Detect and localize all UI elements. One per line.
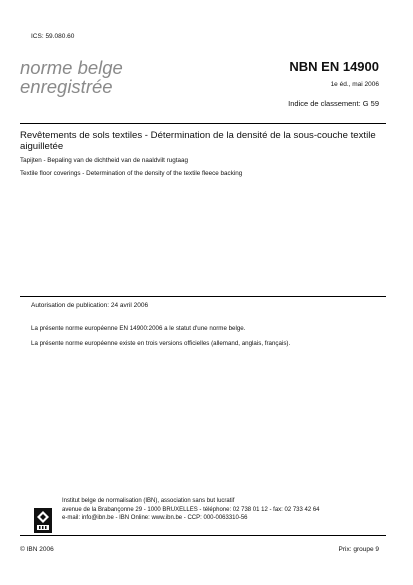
title-french: Revêtements de sols textiles - Détermination de la densité de la sous-couche textile aiguilletée	[20, 130, 376, 152]
institute-line-1: Institut belge de normalisation (IBN), association sans but lucratif	[62, 498, 235, 504]
ibn-logo	[34, 508, 52, 533]
divider-bottom	[20, 535, 386, 536]
divider-top	[20, 123, 386, 124]
edition: 1e éd., mai 2006	[330, 81, 379, 88]
status-statement: La présente norme européenne EN 14900:2006 a le statut d'une norme belge.	[31, 325, 246, 332]
ics-code: ICS: 59.080.60	[31, 33, 75, 40]
classification-index: Indice de classement: G 59	[288, 99, 379, 108]
brand-line-2: enregistrée	[20, 76, 113, 97]
standard-number: NBN EN 14900	[289, 59, 379, 74]
institute-address	[62, 497, 320, 523]
price-group: Prix: groupe 9	[338, 546, 379, 553]
institute-line-3: e-mail: info@ibn.be - IBN Online: www.ibn.be - CCP: 000-0063310-56	[62, 515, 248, 522]
versions-statement: La présente norme européenne existe en trois versions officielles (allemand, anglais, français).	[31, 340, 291, 347]
brand-title	[20, 58, 123, 96]
institute-line-2: avenue de la Brabançonne 29 - 1000 BRUXELLES - téléphone: 02 738 01 12 - fax: 02 733 42 64	[62, 506, 320, 513]
title-dutch: Tapijten - Bepaling van de dichtheid van de naaldvilt rugtaag	[20, 157, 189, 164]
publication-authorisation: Autorisation de publication: 24 avril 2006	[31, 302, 149, 309]
copyright: © IBN 2006	[20, 546, 54, 553]
title-english: Textile floor coverings - Determination of the density of the textile fleece backing	[20, 170, 243, 177]
brand-line-1: norme belge	[20, 57, 123, 78]
divider-middle	[20, 296, 386, 297]
